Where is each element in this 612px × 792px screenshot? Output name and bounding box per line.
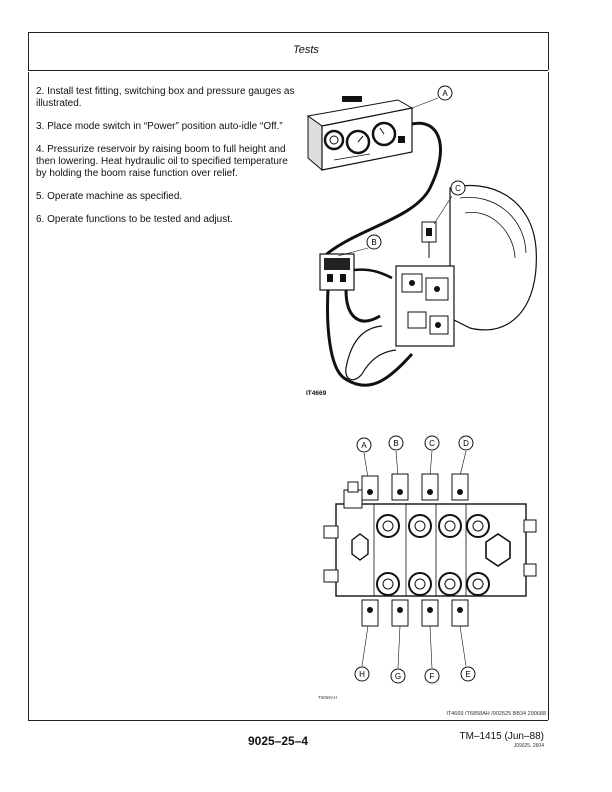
test-setup-illustration	[300, 78, 540, 408]
document-code: TM–1415 (Jun–88)	[459, 731, 544, 742]
document-subcode: J09025, 2604	[513, 743, 544, 749]
page-number: 9025–25–4	[248, 734, 309, 748]
procedure-steps	[36, 86, 296, 237]
pressure-gauge-box	[308, 96, 412, 170]
svg-text:A: A	[361, 441, 367, 450]
callout-a	[438, 86, 452, 100]
svg-text:C: C	[429, 439, 435, 448]
svg-text:E: E	[465, 670, 471, 679]
svg-text:D: D	[463, 439, 469, 448]
step-item: 4. Pressurize reservoir by raising boom to full height and then lowering. Heat hydraulic oil to specified temperature by holding the boom raise function over relief.	[36, 144, 288, 179]
header-rule	[28, 70, 548, 71]
svg-text:H: H	[359, 670, 365, 679]
bottom-rule	[28, 720, 548, 721]
callout-c	[451, 181, 465, 195]
figure-reference-line: IT4669 /T6858AH /902525 BB34 290688	[446, 711, 546, 717]
figure-1-id: IT4669	[306, 390, 327, 397]
svg-text:B: B	[371, 238, 377, 247]
svg-text:B: B	[393, 439, 399, 448]
step-item: 3. Place mode switch in “Power” position auto-idle “Off.”	[36, 121, 283, 132]
svg-text:G: G	[394, 672, 402, 681]
test-fitting	[422, 222, 436, 258]
svg-text:A: A	[442, 89, 448, 98]
hydraulic-pump	[346, 186, 537, 380]
step-item: 2. Install test fitting, switching box and pressure gauges as illustrated.	[36, 86, 295, 109]
step-item: 5. Operate machine as specified.	[36, 191, 183, 202]
switching-box	[320, 254, 354, 290]
step-item: 6. Operate functions to be tested and adjust.	[36, 214, 233, 225]
top-rule	[28, 32, 548, 33]
svg-text:C: C	[455, 184, 461, 193]
section-title: Tests	[293, 44, 319, 56]
valve-callouts-bottom	[355, 626, 475, 683]
figure-2-id: T6858AH	[318, 695, 338, 700]
callout-b	[367, 235, 381, 249]
valve-callouts-top	[357, 436, 473, 478]
control-valve-illustration	[322, 430, 538, 695]
svg-text:F: F	[429, 672, 435, 681]
